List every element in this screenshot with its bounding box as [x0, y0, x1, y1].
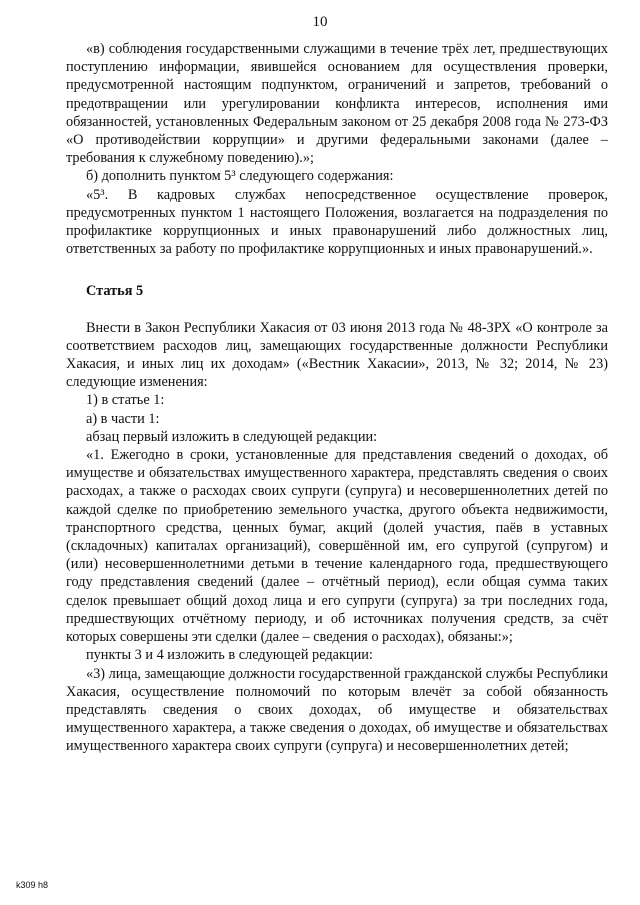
paragraph: пункты 3 и 4 изложить в следующей редакции: — [86, 647, 373, 664]
page-number: 10 — [312, 14, 328, 30]
document-body — [66, 40, 608, 756]
article-heading: Статья 5 — [86, 283, 144, 300]
paragraph: «1. Ежегодно в сроки, установленные для представления сведений о доходах, об имуществе и обязательствах имущественного характера, представлять сведения о своих расходах, а также о расходах своих супруги (супруга) и несовершеннолетних детей по каждой сделке по приобретению земельного участка, другого объекта недвижимости, транспортного средства, ценных бумаг, акций (долей участия, паёв в уставных (складочных) капиталах организаций), совершённой им, его супругой (супругом) и (или) несовершеннолетними детьми в течение календарного года, предшествующего году представления сведений (далее – отчётный период), если общая сумма таких сделок превышает общий доход лица и его супруги (супруга) за три последних года, предшествующих отчётному периоду, и об источниках получения средств, за счёт которых совершены эти сделки (далее – сведения о расходах), обязаны:»; — [66, 447, 608, 646]
paragraph: абзац первый изложить в следующей редакции: — [86, 428, 378, 445]
document-code: k309 h8 — [16, 880, 49, 890]
paragraph: б) дополнить пунктом 5³ следующего содержания: — [86, 168, 394, 185]
paragraph: а) в части 1: — [86, 410, 160, 427]
paragraph: «3) лица, замещающие должности государственной гражданской службы Республики Хакасия, осуществление полномочий по которым влечёт за собой обязанность представлять сведения о своих доходах, об имуществе и обязательствах имущественного характера, а также сведения о доходах, об имуществе и обязательствах имущественного характера своих супруги (супруга) и несовершеннолетних детей; — [66, 665, 609, 755]
paragraph: «в) соблюдения государственными служащими в течение трёх лет, предшествующих поступлению информации, явившейся основанием для осуществления проверки, предусмотренной настоящим подпунктом, ограничений и запретов, требований о предотвращении или урегулировании конфликта интересов, исполнения ими обязанностей, установленных Федеральным законом от 25 декабря 2008 года № 273-ФЗ «О противодействии коррупции» и другими федеральными законами (далее – требования к служебному поведению).»; — [66, 41, 608, 167]
paragraph: Внести в Закон Республики Хакасия от 03 июня 2013 года № 48-ЗРХ «О контроле за соответствием расходов лиц, замещающих государственные должности Республики Хакасия, и иных лиц их доходам» («Вестник Хакасии», 2013, № 32; 2014, № 23) следующие изменения: — [66, 319, 608, 391]
paragraph: «5³. В кадровых службах непосредственное осуществление проверок, предусмотренных пунктом 1 настоящего Положения, возлагается на подразделения по профилактике коррупционных и иных правонарушений либо должностных лиц, ответственных за работу по профилактике коррупционных и иных правонарушений.». — [66, 186, 608, 258]
paragraph: 1) в статье 1: — [86, 392, 165, 409]
